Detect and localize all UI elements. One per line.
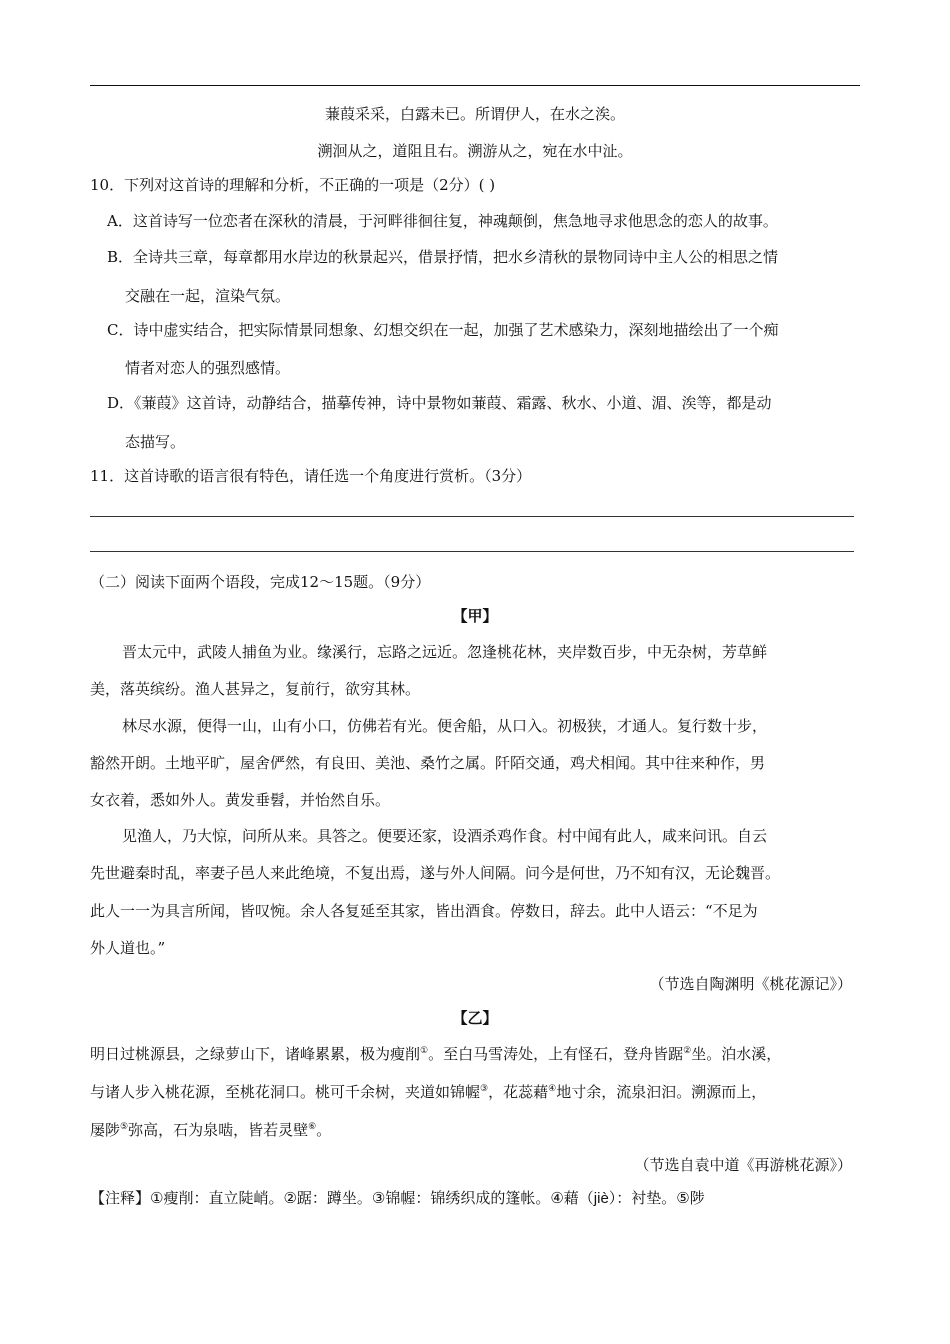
section-2-heading: （二）阅读下面两个语段，完成12～15题。（9分）	[90, 573, 431, 591]
footnote-marker-4: ④	[548, 1084, 557, 1094]
yi-line-1-part-c: 坐。泊水溪，	[691, 1045, 782, 1063]
option-b-line-1: B．全诗共三章，每章都用水岸边的秋景起兴，借景抒情，把水乡清秋的景物同诗中主人公的相思之情	[107, 248, 779, 266]
yi-line-1-part-a: 明日过桃源县，之绿萝山下，诸峰累累，极为瘦削	[90, 1045, 421, 1063]
poem-line-1: 蒹葭采采，白露未已。所谓伊人，在水之涘。	[324, 105, 625, 123]
footnote-marker-2: ②	[683, 1046, 692, 1056]
jia-p3-line-2: 先世避秦时乱，率妻子邑人来此绝境，不复出焉，遂与外人间隔。问今是何世，乃不知有汉，无论魏晋。	[90, 864, 781, 882]
yi-line-2	[90, 1082, 766, 1102]
poem-line-2: 溯洄从之，道阻且右。溯游从之，宛在水中沚。	[317, 142, 633, 160]
yi-source: （节选自袁中道《再游桃花源》）	[634, 1156, 852, 1174]
yi-line-1-part-b: 。至白马雪涛处，上有怪石，登舟皆踞	[428, 1045, 684, 1063]
yi-line-3-part-c: 。	[316, 1121, 332, 1139]
jia-p1-line-2: 美，落英缤纷。渔人甚异之，复前行，欲穷其林。	[90, 680, 421, 698]
jia-p2-line-3: 女衣着，悉如外人。黄发垂髫，并怡然自乐。	[90, 791, 391, 809]
answer-line-2	[90, 551, 854, 552]
yi-line-1	[90, 1044, 781, 1064]
yi-line-3-part-a: 屡陟	[90, 1121, 121, 1139]
option-c-line-1: C．诗中虚实结合，把实际情景同想象、幻想交织在一起，加强了艺术感染力，深刻地描绘出了一个痴	[107, 321, 779, 339]
annotations: 【注释】①瘦削：直立陡峭。②踞：蹲坐。③锦幄：锦绣织成的篷帐。④藉（jiè）：衬垫。⑤陟	[90, 1190, 705, 1207]
jia-p2-line-2: 豁然开朗。土地平旷，屋舍俨然，有良田、美池、桑竹之属。阡陌交通，鸡犬相闻。其中往来种作，男	[90, 754, 766, 772]
yi-line-2-part-b: ，花蕊藉	[488, 1083, 549, 1101]
option-d-line-2: 态描写。	[125, 433, 186, 451]
yi-line-2-part-c: 地寸余，流泉汩汩。溯源而上，	[556, 1083, 767, 1101]
jia-p3-line-3: 此人一一为具言所闻，皆叹惋。余人各复延至其家，皆出酒食。停数日，辞去。此中人语云：“不足为	[90, 902, 758, 920]
jia-p3-line-1: 见渔人，乃大惊，问所从来。具答之。便要还家，设酒杀鸡作食。村中闻有此人，咸来问讯。自云	[122, 827, 768, 845]
footnote-marker-6: ⑥	[308, 1122, 317, 1132]
yi-line-3	[90, 1120, 331, 1140]
option-a: A．这首诗写一位恋者在深秋的清晨，于河畔徘徊往复，神魂颠倒，焦急地寻求他思念的恋人的故事。	[107, 212, 778, 230]
passage-yi-title: 【乙】	[452, 1010, 498, 1027]
top-rule	[90, 85, 860, 86]
yi-line-2-part-a: 与诸人步入桃花源，至桃花洞口。桃可千余树，夹道如锦幄	[90, 1083, 481, 1101]
jia-p3-line-4: 外人道也。”	[90, 939, 166, 957]
jia-source: （节选自陶渊明《桃花源记》）	[649, 975, 852, 993]
option-c-line-2: 情者对恋人的强烈感情。	[125, 359, 291, 377]
question-11-stem: 11．这首诗歌的语言很有特色，请任选一个角度进行赏析。（3分）	[90, 467, 532, 485]
passage-jia-title: 【甲】	[452, 608, 498, 625]
answer-line-1	[90, 516, 854, 517]
option-b-line-2: 交融在一起，渲染气氛。	[125, 287, 291, 305]
yi-line-3-part-b: 弥高，石为泉啮，皆若灵壁	[128, 1121, 309, 1139]
option-d-line-1: D．《蒹葭》这首诗，动静结合，描摹传神，诗中景物如蒹葭、霜露、秋水、小道、湄、涘等，都是动	[107, 394, 772, 412]
jia-p2-line-1: 林尽水源，便得一山，山有小口，仿佛若有光。便舍船，从口入。初极狭，才通人。复行数十步，	[122, 717, 768, 735]
jia-p1-line-1: 晋太元中，武陵人捕鱼为业。缘溪行，忘路之远近。忽逢桃花林，夹岸数百步，中无杂树，芳草鲜	[122, 643, 768, 661]
footnote-marker-5: ⑤	[120, 1122, 129, 1132]
question-10-stem: 10．下列对这首诗的理解和分析，不正确的一项是（2分）( )	[90, 176, 496, 194]
footnote-marker-3: ③	[480, 1084, 489, 1094]
footnote-marker-1: ①	[420, 1046, 429, 1056]
